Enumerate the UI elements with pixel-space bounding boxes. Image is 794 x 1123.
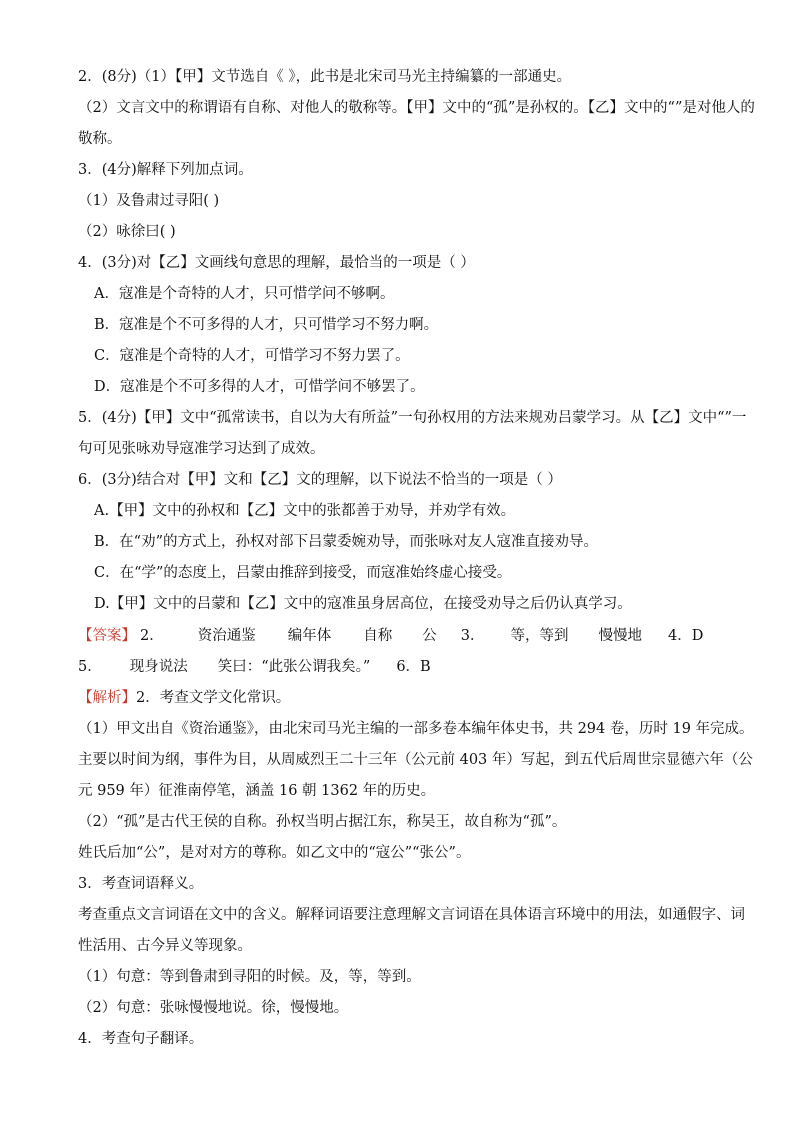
analysis-tag: 【解析】 xyxy=(78,690,136,706)
q5-line1: 5．(4分)【甲】文中“孤常读书，自以为大有所益”一句孙权用的方法来规劝吕蒙学习。从【乙】文中“”一 xyxy=(78,410,747,426)
analysis-line: 性活用、古今异义等现象。 xyxy=(78,938,252,954)
answer-value: 现身说法 xyxy=(129,659,188,675)
analysis-line: （1）句意：等到鲁肃到寻阳的时候。及，等，等到。 xyxy=(78,969,421,985)
q3-sub1: （1）及鲁肃过寻阳( ) xyxy=(78,193,220,209)
q5-line2: 句可见张咏劝导寇准学习达到了成效。 xyxy=(78,441,325,457)
q4-option-b: B．寇准是个不可多得的人才，只可惜学习不努力啊。 xyxy=(94,317,439,333)
q4-option-c: C．寇准是个奇特的人才，可惜学习不努力罢了。 xyxy=(94,348,410,364)
q6-option-b: B．在“劝”的方式上，孙权对部下吕蒙委婉劝导，而张咏对友人寇准直接劝导。 xyxy=(94,534,598,550)
answer-q4: 4．D xyxy=(667,628,704,644)
analysis-line: 考查重点文言词语在文中的含义。解释词语要注意理解文言词语在具体语言环境中的用法，如通假字、词 xyxy=(78,907,745,923)
analysis-line: （1）甲文出自《资治通鉴》，由北宋司马光主编的一部多卷本编年体史书，共 294 卷，历时 19 年完成。 xyxy=(78,721,754,737)
analysis-text: 2．考查文学文化常识。 xyxy=(136,690,291,706)
q2-heading: 2．(8分)（1）【甲】文节选自《 》，此书是北宋司马光主持编纂的一部通史。 xyxy=(78,69,572,85)
q6-option-a: A.【甲】文中的孙权和【乙】文中的张都善于劝导，并劝学有效。 xyxy=(94,503,516,519)
analysis-line: （2）“孤”是古代王侯的自称。孙权当明占据江东，称吴王，故自称为“孤”。 xyxy=(78,814,567,830)
answer-value: 资治通鉴 xyxy=(197,628,256,644)
answer-line1 xyxy=(78,626,703,646)
q4-option-d: D．寇准是个不可多得的人才，可惜学问不够罢了。 xyxy=(94,379,425,395)
q3-sub2: （2）咏徐曰( ) xyxy=(78,224,176,240)
analysis-line: 3．考查词语释义。 xyxy=(78,876,204,892)
q6-option-c: C．在“学”的态度上，吕蒙由推辞到接受，而寇准始终虚心接受。 xyxy=(94,565,512,581)
answer-q2-number: 2． xyxy=(140,628,164,644)
analysis-line: 姓氏后加“公”，是对对方的尊称。如乙文中的“寇公”“张公”。 xyxy=(78,845,471,861)
answer-value: 笑曰：“此张公谓我矣。” xyxy=(217,659,371,675)
answer-q5-number: 5． xyxy=(78,659,102,675)
answer-value: 慢慢地 xyxy=(598,628,642,644)
q6-heading: 6．(3分)结合对【甲】文和【乙】文的理解，以下说法不恰当的一项是（ ） xyxy=(78,472,562,488)
q3-heading: 3．(4分)解释下列加点词。 xyxy=(78,162,253,178)
analysis-line: 元 959 年）征淮南停笔，涵盖 16 朝 1362 年的历史。 xyxy=(78,783,436,799)
answer-q3-number: 3． xyxy=(460,628,485,644)
q4-option-a: A．寇准是个奇特的人才，只可惜学问不够啊。 xyxy=(94,286,395,302)
analysis-line1 xyxy=(78,688,290,708)
q4-heading: 4．(3分)对【乙】文画线句意思的理解，最恰当的一项是（ ） xyxy=(78,255,475,271)
analysis-line: 主要以时间为纲，事件为目，从周威烈王二十三年（公元前 403 年）写起，到五代后周世宗显德六年（公 xyxy=(78,752,753,768)
answer-value: 等，等到 xyxy=(510,628,569,644)
answer-line2 xyxy=(78,657,431,677)
analysis-line: 4．考查句子翻译。 xyxy=(78,1031,204,1047)
answer-tag: 【答案】 xyxy=(78,628,136,644)
q2-part2-line1: （2）文言文中的称谓语有自称、对他人的敬称等。【甲】文中的“孤”是孙权的。【乙】文中的“”是对他人的 xyxy=(78,100,755,116)
answer-value: 编年体 xyxy=(287,628,332,644)
analysis-line: （2）句意：张咏慢慢地说。徐，慢慢地。 xyxy=(78,1000,349,1016)
answer-value: 自称 xyxy=(363,628,393,644)
q2-part2-line2: 敬称。 xyxy=(78,131,122,147)
answer-q6: 6．B xyxy=(396,659,431,675)
q6-option-d: D.【甲】文中的吕蒙和【乙】文中的寇准虽身居高位，在接受劝导之后仍认真学习。 xyxy=(94,596,632,612)
answer-value: 公 xyxy=(422,628,437,644)
